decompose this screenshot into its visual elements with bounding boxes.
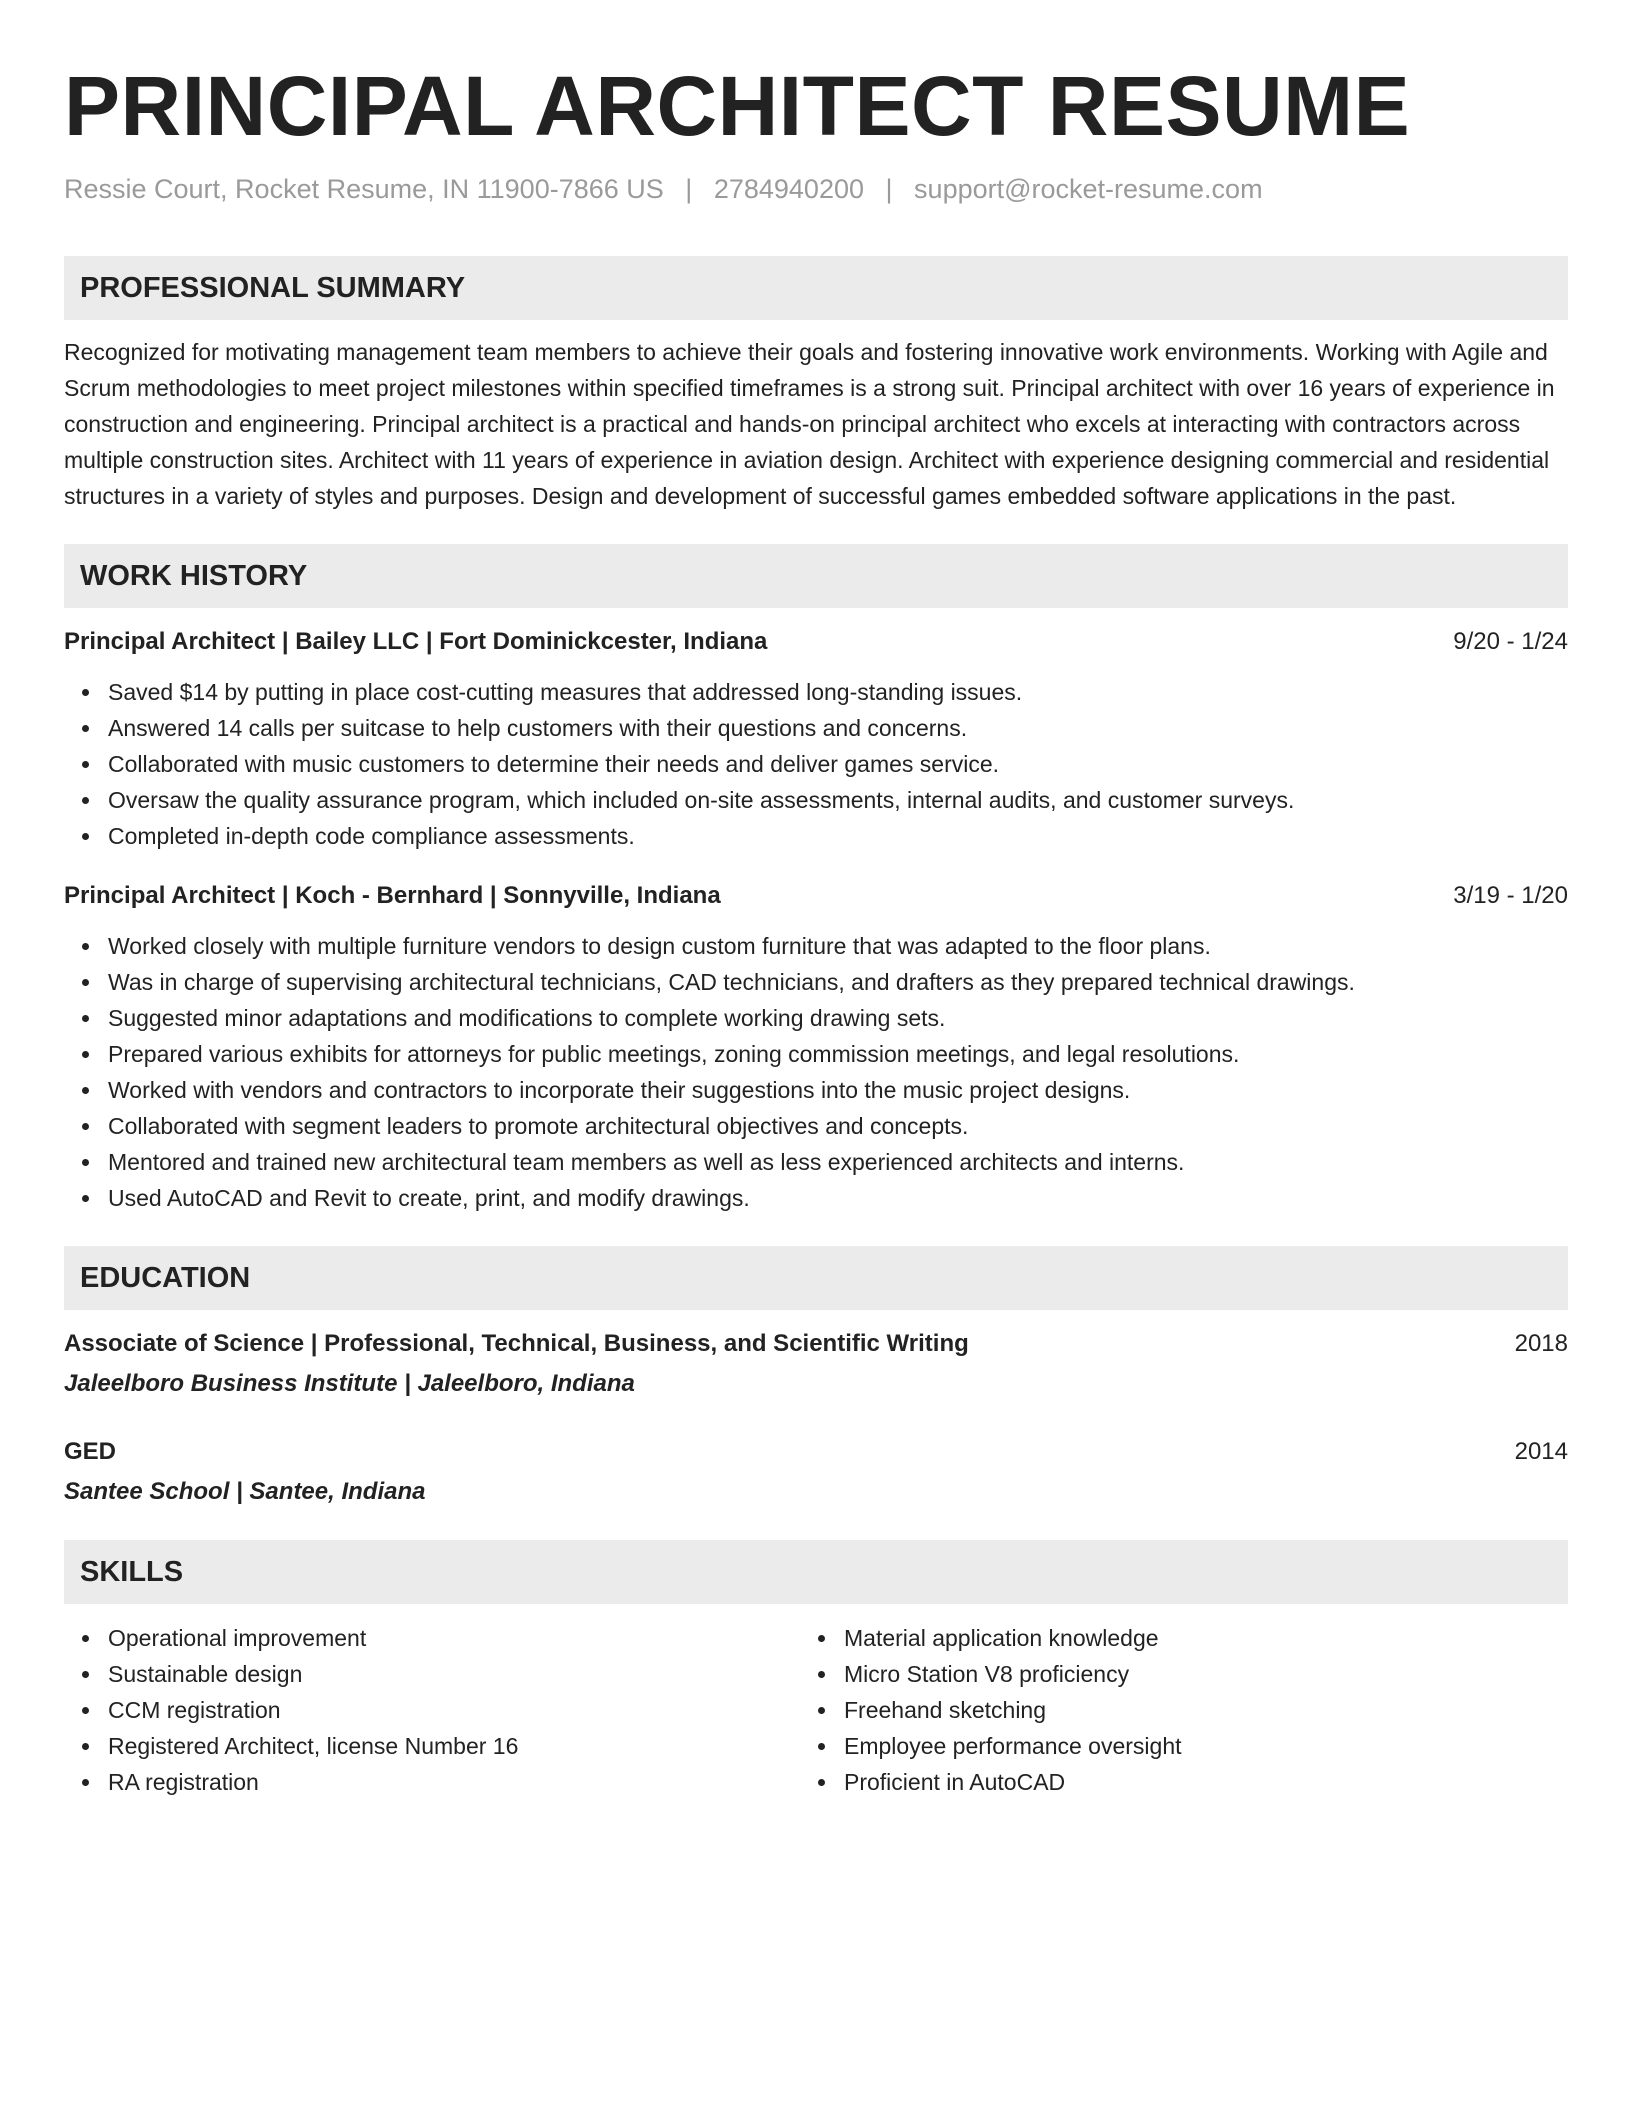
summary-text: Recognized for motivating management team members to achieve their goals and fostering innovative work environments. Working with Agile and Scrum methodologies to meet project milestones within specified timeframes is a strong suit. Principal architect with over 16 years of experience in construction and engineering. Principal architect is a practical and hands-on principal architect who excels at interacting with contractors across multiple construction sites. Architect with 11 years of experience in aviation design. Architect with experience designing commercial and residential structures in a variety of styles and purposes. Design and development of successful games embedded software applications in the past. <box>64 339 1555 509</box>
contact-email: support@rocket-resume.com <box>914 174 1263 204</box>
job-bullet: Prepared various exhibits for attorneys for public meetings, zoning commission meetings, and legal resolutions. <box>108 1036 1568 1072</box>
education-header <box>64 1434 1568 1470</box>
education-degree: Associate of Science | Professional, Technical, Business, and Scientific Writing <box>64 1330 969 1357</box>
education-header <box>64 1326 1568 1362</box>
skill-item: Employee performance oversight <box>844 1728 1536 1764</box>
job-header <box>64 624 1568 660</box>
skill-item: RA registration <box>108 1764 800 1800</box>
skill-item: Freehand sketching <box>844 1692 1536 1728</box>
job-dates: 3/19 - 1/20 <box>1453 882 1568 909</box>
education-entry <box>64 1326 1568 1402</box>
skills-columns <box>64 1620 1568 1800</box>
section-header-education: EDUCATION <box>64 1246 1568 1310</box>
section-header-work-history: WORK HISTORY <box>64 544 1568 608</box>
education-entry <box>64 1434 1568 1510</box>
education-school: Santee School | Santee, Indiana <box>64 1478 426 1505</box>
contact-address: Ressie Court, Rocket Resume, IN 11900-7866 US <box>64 174 664 204</box>
job-bullet-list <box>64 928 1568 1216</box>
section-header-summary: PROFESSIONAL SUMMARY <box>64 256 1568 320</box>
job-bullet: Oversaw the quality assurance program, which included on-site assessments, internal audits, and customer surveys. <box>108 782 1568 818</box>
job-dates: 9/20 - 1/24 <box>1453 628 1568 655</box>
skill-item: Operational improvement <box>108 1620 800 1656</box>
education-year: 2018 <box>1514 1330 1568 1357</box>
contact-separator: | <box>885 174 893 204</box>
job-bullet: Worked closely with multiple furniture vendors to design custom furniture that was adapted to the floor plans. <box>108 928 1568 964</box>
education-degree: GED <box>64 1438 117 1465</box>
skill-item: Material application knowledge <box>844 1620 1536 1656</box>
education-year: 2014 <box>1514 1438 1568 1465</box>
job-bullet-list <box>64 674 1568 854</box>
contact-phone: 2784940200 <box>713 174 864 204</box>
job-bullet: Saved $14 by putting in place cost-cutting measures that addressed long-standing issues. <box>108 674 1568 710</box>
skill-item: Sustainable design <box>108 1656 800 1692</box>
job-bullet: Collaborated with segment leaders to promote architectural objectives and concepts. <box>108 1108 1568 1144</box>
job-entry <box>64 624 1568 854</box>
job-bullet: Completed in-depth code compliance assessments. <box>108 818 1568 854</box>
job-bullet: Suggested minor adaptations and modifications to complete working drawing sets. <box>108 1000 1568 1036</box>
skill-item: Proficient in AutoCAD <box>844 1764 1536 1800</box>
job-title: Principal Architect | Bailey LLC | Fort Dominickcester, Indiana <box>64 628 768 655</box>
job-bullet: Answered 14 calls per suitcase to help customers with their questions and concerns. <box>108 710 1568 746</box>
skill-item: Registered Architect, license Number 16 <box>108 1728 800 1764</box>
job-bullet: Collaborated with music customers to determine their needs and deliver games service. <box>108 746 1568 782</box>
contact-separator: | <box>685 174 693 204</box>
contact-line <box>64 172 1568 206</box>
job-bullet: Worked with vendors and contractors to incorporate their suggestions into the music project designs. <box>108 1072 1568 1108</box>
education-school: Jaleelboro Business Institute | Jaleelboro, Indiana <box>64 1370 635 1397</box>
job-entry <box>64 878 1568 1216</box>
job-title: Principal Architect | Koch - Bernhard | Sonnyville, Indiana <box>64 882 721 909</box>
job-bullet: Mentored and trained new architectural team members as well as less experienced architects and interns. <box>108 1144 1568 1180</box>
job-bullet: Used AutoCAD and Revit to create, print, and modify drawings. <box>108 1180 1568 1216</box>
skill-item: CCM registration <box>108 1692 800 1728</box>
skills-list-right <box>800 1620 1536 1800</box>
job-header <box>64 878 1568 914</box>
job-bullet: Was in charge of supervising architectural technicians, CAD technicians, and drafters as they prepared technical drawings. <box>108 964 1568 1000</box>
skills-list-left <box>64 1620 800 1800</box>
skill-item: Micro Station V8 proficiency <box>844 1656 1536 1692</box>
section-header-skills: SKILLS <box>64 1540 1568 1604</box>
resume-title: PRINCIPAL ARCHITECT RESUME <box>64 59 1411 153</box>
